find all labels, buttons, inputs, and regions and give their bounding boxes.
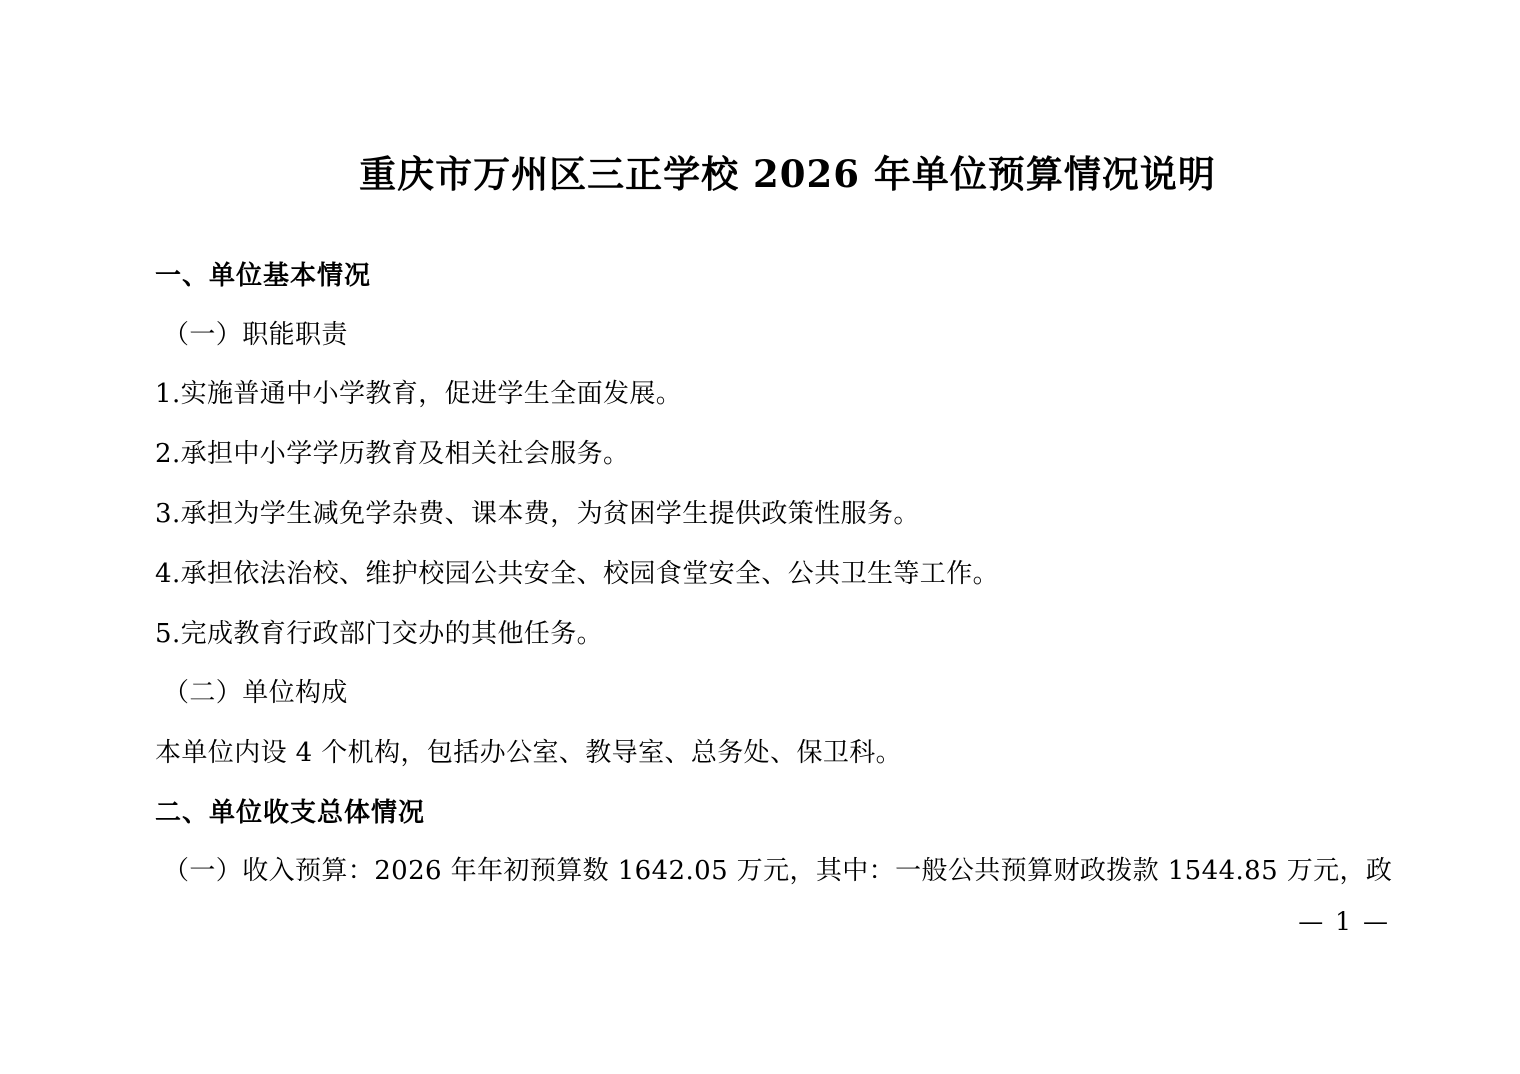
section-subheading-1-2: （二）单位构成 [163,678,348,709]
income-budget-text: （一）收入预算：2026 年年初预算数 1642.05 万元，其中：一般公共预算财政拨款 1544.85 万元，政 [163,856,1393,887]
document-body [155,150,1420,889]
section-heading-2: 二、单位收支总体情况 [155,797,426,828]
duty-item-4: 4.承担依法治校、维护校园公共安全、校园食堂安全、公共卫生等工作。 [155,558,1000,589]
duty-item-3: 3.承担为学生减免学杂费、课本费，为贫困学生提供政策性服务。 [155,498,920,529]
page-title: 重庆市万州区三正学校 2026 年单位预算情况说明 [359,152,1216,196]
duty-item-2: 2.承担中小学学历教育及相关社会服务。 [155,439,630,470]
duty-item-1: 1.实施普通中小学教育，促进学生全面发展。 [155,379,683,410]
section-subheading-1-1: （一）职能职责 [163,319,348,350]
section-heading-1: 一、单位基本情况 [155,261,372,292]
page-number: — 1 — [1298,907,1390,936]
unit-composition-text: 本单位内设 4 个机构，包括办公室、教导室、总务处、保卫科。 [155,738,903,769]
duty-item-5: 5.完成教育行政部门交办的其他任务。 [155,618,604,649]
